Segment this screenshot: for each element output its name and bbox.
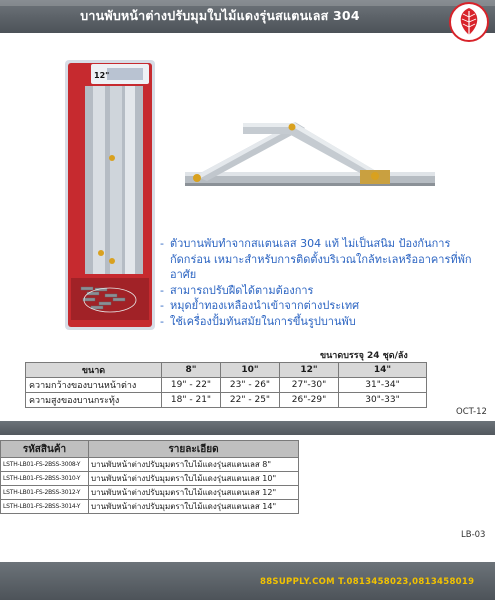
table-cell: ความสูงของบานกระทุ้ง	[26, 393, 162, 408]
feature-item: - ใช้เครื่องปั้มทันสมัยในการขึ้นรูปบานพับ	[160, 314, 356, 328]
table-cell: 30"-33"	[339, 393, 427, 408]
size-header-label: ขนาด	[26, 363, 162, 378]
code-table-header-row	[1, 441, 299, 458]
product-description-cell: บานพับหน้าต่างปรับมุมตราใบไม้แดงรุ่นสแตนเลส 10"	[89, 472, 299, 486]
table-cell: 26"-29"	[280, 393, 339, 408]
code-header: รหัสสินค้า	[1, 441, 89, 458]
size-header-14: 14"	[339, 363, 427, 378]
size-header-10: 10"	[221, 363, 280, 378]
description-header: รายละเอียด	[89, 441, 299, 458]
product-code-cell: LSTH-LB01-FS-2BSS-3012-Y	[1, 486, 89, 500]
page-title: บานพับหน้าต่างปรับมุมใบไม้แดงรุ่นสแตนเลส 304	[80, 8, 360, 23]
feature-item: - หมุดย้ำทองเหลืองนำเข้าจากต่างประเทศ	[160, 299, 360, 312]
packaged-hinge-photo	[65, 60, 155, 330]
table-cell: 31"-34"	[339, 378, 427, 393]
oct-code: OCT-12	[456, 407, 487, 417]
table-row	[26, 393, 427, 408]
product-code-cell: LSTH-LB01-FS-2BSS-3014-Y	[1, 500, 89, 514]
table-row	[26, 378, 427, 393]
table-row	[1, 500, 299, 514]
table-cell: ความกว้างของบานหน้าต่าง	[26, 378, 162, 393]
product-code-table	[0, 440, 299, 514]
section-divider-band	[0, 421, 495, 435]
product-description-cell: บานพับหน้าต่างปรับมุมตราใบไม้แดงรุ่นสแตนเลส 14"	[89, 500, 299, 514]
table-row	[1, 458, 299, 472]
feature-item: - ตัวบานพับทำจากสแตนเลส 304 แท้ ไม่เป็นสนิม ป้องกันการกัดกร่อน เหมาะสำหรับการติดตั้งบริเวณใกล้ทะเลหรืออาคารที่พักอาศัย	[160, 237, 472, 281]
packing-note: ขนาดบรรจุ 24 ชุด/ลัง	[320, 351, 408, 361]
product-code-cell: LSTH-LB01-FS-2BSS-3010-Y	[1, 472, 89, 486]
table-cell: 19" - 22"	[162, 378, 221, 393]
size-header-8: 8"	[162, 363, 221, 378]
lb-code: LB-03	[461, 530, 486, 540]
card-size-label: 12"	[94, 71, 110, 80]
table-cell: 18" - 21"	[162, 393, 221, 408]
footer-contact-text: 88SUPPLY.COM T.0813458023,0813458019	[260, 577, 475, 587]
product-code-cell: LSTH-LB01-FS-2BSS-3008-Y	[1, 458, 89, 472]
table-cell: 22" - 25"	[221, 393, 280, 408]
table-row	[1, 486, 299, 500]
product-description-cell: บานพับหน้าต่างปรับมุมตราใบไม้แดงรุ่นสแตนเลส 8"	[89, 458, 299, 472]
table-cell: 27"-30"	[280, 378, 339, 393]
product-description-cell: บานพับหน้าต่างปรับมุมตราใบไม้แดงรุ่นสแตนเลส 12"	[89, 486, 299, 500]
size-table	[25, 362, 427, 408]
feature-list	[160, 236, 480, 329]
feature-item: - สามารถปรับฝืดได้ตามต้องการ	[160, 283, 314, 297]
table-cell: 23" - 26"	[221, 378, 280, 393]
size-table-header-row	[26, 363, 427, 378]
red-leaf-logo-icon	[449, 2, 489, 42]
table-row	[1, 472, 299, 486]
hinge-photo	[185, 112, 437, 212]
size-header-12: 12"	[280, 363, 339, 378]
